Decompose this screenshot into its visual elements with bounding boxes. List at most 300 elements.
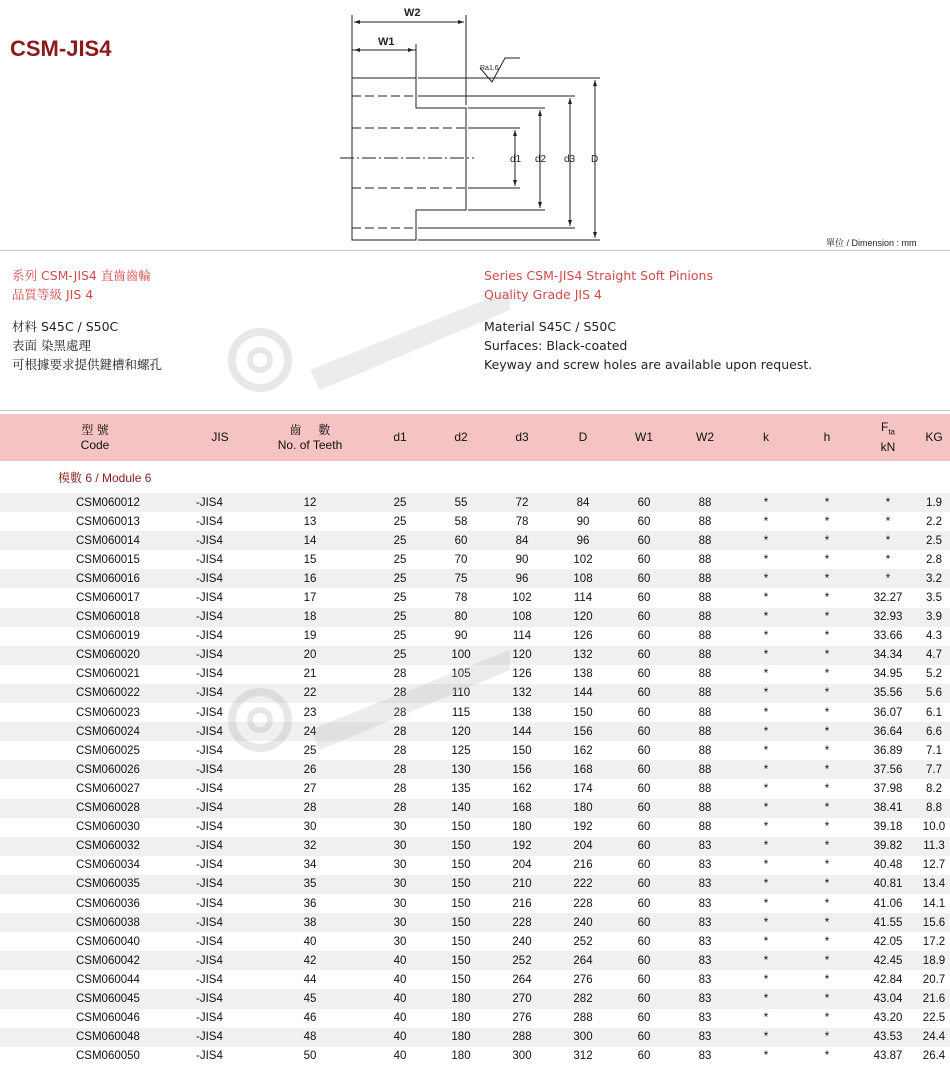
cell-w2: 88	[674, 799, 736, 818]
cell-w2: 83	[674, 875, 736, 894]
series-zh: 系列 CSM-JIS4 直齒齒輪	[12, 268, 151, 283]
cell-D: 114	[552, 588, 614, 607]
cell-d1: 25	[370, 531, 430, 550]
header-d1: d1	[370, 414, 430, 461]
cell-teeth: 42	[250, 951, 370, 970]
cell-fta: 34.34	[858, 646, 918, 665]
cell-d3: 240	[492, 932, 552, 951]
cell-d3: 120	[492, 646, 552, 665]
cell-kg: 18.9	[918, 951, 950, 970]
cell-jis: -JIS4	[190, 970, 250, 989]
cell-D: 216	[552, 856, 614, 875]
cell-kg: 1.9	[918, 493, 950, 512]
divider	[0, 410, 950, 411]
cell-w2: 88	[674, 493, 736, 512]
cell-jis: -JIS4	[190, 512, 250, 531]
cell-d1: 40	[370, 989, 430, 1008]
cell-fta: 33.66	[858, 627, 918, 646]
cell-d1: 25	[370, 569, 430, 588]
cell-code: CSM060016	[0, 569, 190, 588]
cell-d3: 300	[492, 1047, 552, 1066]
cell-d3: 252	[492, 951, 552, 970]
cell-w1: 60	[614, 684, 674, 703]
cell-w1: 60	[614, 627, 674, 646]
cell-fta: 39.18	[858, 818, 918, 837]
cell-d3: 270	[492, 989, 552, 1008]
cell-w2: 88	[674, 818, 736, 837]
cell-d2: 100	[430, 646, 492, 665]
cell-teeth: 21	[250, 665, 370, 684]
cell-k: *	[736, 569, 796, 588]
cell-k: *	[736, 512, 796, 531]
cell-k: *	[736, 550, 796, 569]
cell-w1: 60	[614, 818, 674, 837]
cell-jis: -JIS4	[190, 818, 250, 837]
cell-d3: 84	[492, 531, 552, 550]
cell-w2: 88	[674, 665, 736, 684]
cell-kg: 5.2	[918, 665, 950, 684]
cell-d3: 96	[492, 569, 552, 588]
cell-k: *	[736, 799, 796, 818]
cell-d2: 115	[430, 703, 492, 722]
cell-code: CSM060019	[0, 627, 190, 646]
table-row	[0, 760, 950, 779]
cell-teeth: 36	[250, 894, 370, 913]
cell-h: *	[796, 531, 858, 550]
cell-d3: 72	[492, 493, 552, 512]
cell-code: CSM060024	[0, 722, 190, 741]
cell-w2: 83	[674, 989, 736, 1008]
cell-code: CSM060045	[0, 989, 190, 1008]
cell-code: CSM060030	[0, 818, 190, 837]
cell-code: CSM060038	[0, 913, 190, 932]
cell-k: *	[736, 608, 796, 627]
cell-h: *	[796, 970, 858, 989]
cell-w1: 60	[614, 741, 674, 760]
cell-teeth: 17	[250, 588, 370, 607]
cell-d3: 210	[492, 875, 552, 894]
table-row	[0, 646, 950, 665]
cell-w2: 88	[674, 684, 736, 703]
cell-jis: -JIS4	[190, 779, 250, 798]
cell-d2: 125	[430, 741, 492, 760]
cell-code: CSM060022	[0, 684, 190, 703]
cell-code: CSM060013	[0, 512, 190, 531]
header-jis: JIS	[190, 414, 250, 461]
spec-table	[0, 414, 950, 1066]
cell-D: 300	[552, 1028, 614, 1047]
cell-w1: 60	[614, 1028, 674, 1047]
cell-w1: 60	[614, 493, 674, 512]
cell-jis: -JIS4	[190, 627, 250, 646]
cell-d2: 75	[430, 569, 492, 588]
cell-d1: 25	[370, 493, 430, 512]
cell-k: *	[736, 779, 796, 798]
cell-kg: 26.4	[918, 1047, 950, 1066]
cell-fta: 32.27	[858, 588, 918, 607]
table-row	[0, 932, 950, 951]
cell-teeth: 48	[250, 1028, 370, 1047]
cell-D: 150	[552, 703, 614, 722]
cell-teeth: 14	[250, 531, 370, 550]
w1-label: W1	[378, 36, 395, 48]
cell-h: *	[796, 684, 858, 703]
cell-teeth: 20	[250, 646, 370, 665]
table-header-row	[0, 414, 950, 461]
cell-d3: 132	[492, 684, 552, 703]
module-row	[0, 461, 950, 493]
cell-h: *	[796, 646, 858, 665]
cell-teeth: 30	[250, 818, 370, 837]
table-row	[0, 875, 950, 894]
cell-jis: -JIS4	[190, 951, 250, 970]
cell-d3: 102	[492, 588, 552, 607]
cell-k: *	[736, 722, 796, 741]
cell-jis: -JIS4	[190, 550, 250, 569]
cell-h: *	[796, 550, 858, 569]
cell-k: *	[736, 894, 796, 913]
cell-w1: 60	[614, 608, 674, 627]
cell-d2: 150	[430, 875, 492, 894]
cell-fta: 38.41	[858, 799, 918, 818]
cell-d3: 180	[492, 818, 552, 837]
table-row	[0, 989, 950, 1008]
cell-d3: 264	[492, 970, 552, 989]
header-w1: W1	[614, 414, 674, 461]
cell-teeth: 18	[250, 608, 370, 627]
cell-w2: 83	[674, 1047, 736, 1066]
cell-k: *	[736, 837, 796, 856]
cell-k: *	[736, 741, 796, 760]
cell-jis: -JIS4	[190, 646, 250, 665]
cell-h: *	[796, 493, 858, 512]
cell-jis: -JIS4	[190, 684, 250, 703]
cell-fta: 36.89	[858, 741, 918, 760]
cell-jis: -JIS4	[190, 722, 250, 741]
cell-k: *	[736, 588, 796, 607]
cell-d1: 30	[370, 837, 430, 856]
header-w2: W2	[674, 414, 736, 461]
cell-d3: 192	[492, 837, 552, 856]
table-row	[0, 703, 950, 722]
cell-D: 168	[552, 760, 614, 779]
table-row	[0, 550, 950, 569]
table-row	[0, 493, 950, 512]
cell-D: 240	[552, 913, 614, 932]
cell-D: 228	[552, 894, 614, 913]
cell-D: 174	[552, 779, 614, 798]
table-row	[0, 779, 950, 798]
cell-k: *	[736, 932, 796, 951]
cell-jis: -JIS4	[190, 894, 250, 913]
cell-k: *	[736, 684, 796, 703]
cell-D: 90	[552, 512, 614, 531]
cell-code: CSM060048	[0, 1028, 190, 1047]
cell-teeth: 45	[250, 989, 370, 1008]
cell-D: 276	[552, 970, 614, 989]
cell-w2: 83	[674, 932, 736, 951]
cell-jis: -JIS4	[190, 1009, 250, 1028]
cell-w2: 83	[674, 951, 736, 970]
cell-fta: *	[858, 550, 918, 569]
cell-h: *	[796, 512, 858, 531]
cell-jis: -JIS4	[190, 493, 250, 512]
cell-fta: 41.06	[858, 894, 918, 913]
cell-jis: -JIS4	[190, 1047, 250, 1066]
cell-w1: 60	[614, 569, 674, 588]
cell-k: *	[736, 493, 796, 512]
cell-teeth: 46	[250, 1009, 370, 1028]
cell-d2: 150	[430, 970, 492, 989]
cell-jis: -JIS4	[190, 932, 250, 951]
cell-h: *	[796, 665, 858, 684]
cell-D: 162	[552, 741, 614, 760]
table-row	[0, 627, 950, 646]
cell-teeth: 32	[250, 837, 370, 856]
cell-D: 126	[552, 627, 614, 646]
cell-code: CSM060050	[0, 1047, 190, 1066]
cell-w2: 88	[674, 703, 736, 722]
cell-fta: 41.55	[858, 913, 918, 932]
header-d2: d2	[430, 414, 492, 461]
header-h: h	[796, 414, 858, 461]
cell-d3: 276	[492, 1009, 552, 1028]
cell-w2: 83	[674, 970, 736, 989]
cell-fta: 42.45	[858, 951, 918, 970]
d2-label: d2	[535, 154, 547, 165]
cell-jis: -JIS4	[190, 799, 250, 818]
cell-d1: 28	[370, 779, 430, 798]
w2-label: W2	[404, 7, 421, 19]
cell-D: 120	[552, 608, 614, 627]
cell-h: *	[796, 1047, 858, 1066]
cell-d1: 25	[370, 512, 430, 531]
cell-fta: 36.07	[858, 703, 918, 722]
cell-d1: 40	[370, 951, 430, 970]
cell-code: CSM060026	[0, 760, 190, 779]
description-en	[484, 266, 812, 374]
cell-kg: 3.5	[918, 588, 950, 607]
module-label: 模數 6 / Module 6	[0, 461, 950, 493]
cell-d1: 30	[370, 818, 430, 837]
header-d3: d3	[492, 414, 552, 461]
header-kg: KG	[918, 414, 950, 461]
table-row	[0, 665, 950, 684]
cell-fta: 43.04	[858, 989, 918, 1008]
cell-d3: 216	[492, 894, 552, 913]
cell-kg: 7.1	[918, 741, 950, 760]
cell-d3: 90	[492, 550, 552, 569]
cell-d3: 126	[492, 665, 552, 684]
cell-kg: 10.0	[918, 818, 950, 837]
d3-label: d3	[564, 154, 576, 165]
cell-code: CSM060036	[0, 894, 190, 913]
cell-kg: 21.6	[918, 989, 950, 1008]
unit-note: 單位 / Dimension : mm	[826, 238, 917, 248]
cell-d1: 25	[370, 646, 430, 665]
table-row	[0, 913, 950, 932]
cell-w1: 60	[614, 703, 674, 722]
cell-jis: -JIS4	[190, 588, 250, 607]
cell-h: *	[796, 569, 858, 588]
cell-d3: 114	[492, 627, 552, 646]
cell-k: *	[736, 703, 796, 722]
cell-code: CSM060020	[0, 646, 190, 665]
cell-k: *	[736, 646, 796, 665]
cell-code: CSM060035	[0, 875, 190, 894]
cell-d1: 28	[370, 760, 430, 779]
cell-d3: 144	[492, 722, 552, 741]
cell-d2: 120	[430, 722, 492, 741]
keyway-en: Keyway and screw holes are available upon request.	[484, 357, 813, 372]
cell-D: 204	[552, 837, 614, 856]
cell-d1: 25	[370, 588, 430, 607]
D-label: D	[591, 154, 599, 165]
cell-k: *	[736, 531, 796, 550]
cell-w1: 60	[614, 875, 674, 894]
cell-fta: 40.48	[858, 856, 918, 875]
cell-d1: 25	[370, 550, 430, 569]
grade-zh: 品質等級 JIS 4	[12, 287, 94, 302]
cell-d2: 180	[430, 989, 492, 1008]
cell-kg: 14.1	[918, 894, 950, 913]
cell-d2: 80	[430, 608, 492, 627]
cell-w2: 88	[674, 531, 736, 550]
table-row	[0, 951, 950, 970]
cell-k: *	[736, 760, 796, 779]
cell-d1: 40	[370, 1028, 430, 1047]
cell-w2: 88	[674, 741, 736, 760]
cell-jis: -JIS4	[190, 1028, 250, 1047]
cell-teeth: 23	[250, 703, 370, 722]
cell-d2: 55	[430, 493, 492, 512]
header-D: D	[552, 414, 614, 461]
header-teeth: 齒 數 No. of Teeth	[250, 414, 370, 461]
cell-kg: 4.3	[918, 627, 950, 646]
cell-D: 288	[552, 1009, 614, 1028]
cell-teeth: 34	[250, 856, 370, 875]
cell-k: *	[736, 627, 796, 646]
cell-fta: 34.95	[858, 665, 918, 684]
cell-kg: 8.8	[918, 799, 950, 818]
cell-w2: 83	[674, 1009, 736, 1028]
table-row	[0, 588, 950, 607]
cell-d1: 28	[370, 665, 430, 684]
cell-code: CSM060046	[0, 1009, 190, 1028]
cell-kg: 24.4	[918, 1028, 950, 1047]
cell-h: *	[796, 875, 858, 894]
cell-kg: 13.4	[918, 875, 950, 894]
gear-cross-section-drawing	[330, 0, 950, 250]
cell-code: CSM060017	[0, 588, 190, 607]
cell-d3: 78	[492, 512, 552, 531]
cell-h: *	[796, 779, 858, 798]
cell-h: *	[796, 608, 858, 627]
grade-en: Quality Grade JIS 4	[484, 287, 602, 302]
cell-fta: *	[858, 493, 918, 512]
header-code: 型 號 Code	[0, 414, 190, 461]
cell-teeth: 24	[250, 722, 370, 741]
cell-code: CSM060034	[0, 856, 190, 875]
cell-teeth: 16	[250, 569, 370, 588]
cell-teeth: 38	[250, 913, 370, 932]
cell-h: *	[796, 818, 858, 837]
d1-label: d1	[510, 154, 522, 165]
table-row	[0, 512, 950, 531]
cell-w1: 60	[614, 760, 674, 779]
cell-h: *	[796, 741, 858, 760]
cell-h: *	[796, 989, 858, 1008]
cell-w1: 60	[614, 588, 674, 607]
cell-h: *	[796, 837, 858, 856]
cell-w1: 60	[614, 512, 674, 531]
cell-d2: 150	[430, 894, 492, 913]
cell-code: CSM060014	[0, 531, 190, 550]
cell-jis: -JIS4	[190, 608, 250, 627]
cell-w2: 88	[674, 722, 736, 741]
cell-teeth: 19	[250, 627, 370, 646]
cell-w1: 60	[614, 856, 674, 875]
cell-fta: 35.56	[858, 684, 918, 703]
cell-jis: -JIS4	[190, 741, 250, 760]
cell-d2: 135	[430, 779, 492, 798]
cell-d2: 180	[430, 1009, 492, 1028]
cell-fta: 36.64	[858, 722, 918, 741]
cell-d3: 156	[492, 760, 552, 779]
cell-kg: 2.8	[918, 550, 950, 569]
cell-jis: -JIS4	[190, 665, 250, 684]
series-en: Series CSM-JIS4 Straight Soft Pinions	[484, 268, 713, 283]
cell-fta: 39.82	[858, 837, 918, 856]
cell-w1: 60	[614, 837, 674, 856]
table-row	[0, 1047, 950, 1066]
cell-kg: 2.5	[918, 531, 950, 550]
cell-w1: 60	[614, 665, 674, 684]
cell-teeth: 50	[250, 1047, 370, 1066]
cell-teeth: 12	[250, 493, 370, 512]
cell-k: *	[736, 1009, 796, 1028]
description-zh	[12, 266, 162, 374]
cell-d2: 78	[430, 588, 492, 607]
cell-fta: 32.93	[858, 608, 918, 627]
cell-w1: 60	[614, 550, 674, 569]
cell-code: CSM060032	[0, 837, 190, 856]
cell-h: *	[796, 894, 858, 913]
cell-fta: *	[858, 512, 918, 531]
table-row	[0, 684, 950, 703]
cell-w2: 88	[674, 512, 736, 531]
cell-kg: 17.2	[918, 932, 950, 951]
cell-h: *	[796, 627, 858, 646]
divider	[0, 250, 950, 251]
cell-d2: 150	[430, 932, 492, 951]
table-row	[0, 531, 950, 550]
cell-d2: 105	[430, 665, 492, 684]
cell-w1: 60	[614, 951, 674, 970]
cell-w2: 88	[674, 760, 736, 779]
material-zh: 材料 S45C / S50C	[12, 319, 119, 334]
cell-d3: 150	[492, 741, 552, 760]
cell-jis: -JIS4	[190, 531, 250, 550]
cell-D: 108	[552, 569, 614, 588]
table-row	[0, 608, 950, 627]
cell-w1: 60	[614, 646, 674, 665]
cell-d2: 150	[430, 913, 492, 932]
cell-k: *	[736, 875, 796, 894]
cell-code: CSM060040	[0, 932, 190, 951]
cell-d2: 90	[430, 627, 492, 646]
table-row	[0, 1009, 950, 1028]
